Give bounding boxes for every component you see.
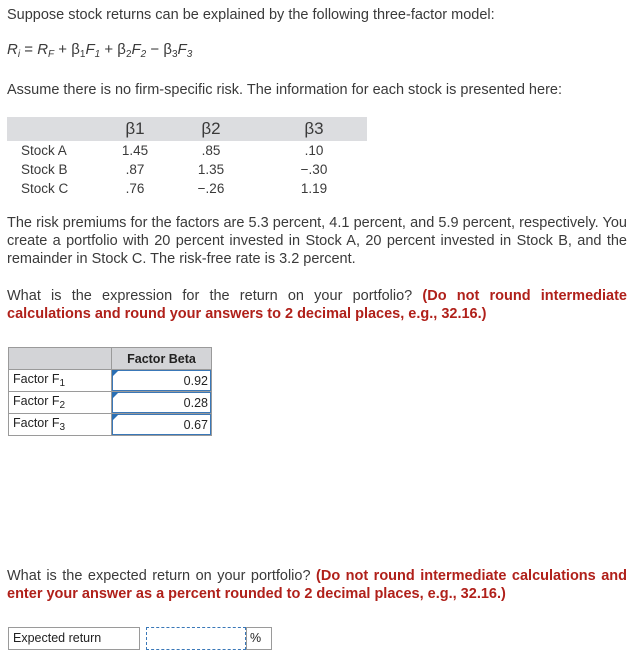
beta2-value: .85 — [201, 143, 221, 158]
stock-beta-table — [7, 117, 367, 198]
beta3-value: .10 — [304, 143, 324, 158]
factor-beta-input[interactable]: 0.92 — [112, 370, 212, 392]
table-row — [7, 160, 367, 179]
percent-unit: % — [246, 627, 272, 650]
question-portfolio-expression: What is the expression for the return on your portfolio? (Do not round intermediate calculations and round your answers to 2 decimal places, e.g., 32.16.) — [7, 288, 627, 322]
answer-marker-icon — [112, 414, 119, 421]
factor-label: Factor $F_2$ — [9, 392, 112, 414]
beta1-value: .76 — [125, 181, 145, 196]
expected-return-input[interactable] — [146, 627, 246, 650]
table-row — [9, 370, 212, 392]
stock-name: Stock A — [21, 143, 67, 158]
beta2-value: 1.35 — [197, 162, 225, 177]
beta1-value: 1.45 — [121, 143, 149, 158]
answer-marker-icon — [112, 370, 119, 377]
assumption-text: Assume there is no firm-specific risk. The information for each stock is presented here: — [7, 82, 562, 98]
beta1-value: .87 — [125, 162, 145, 177]
expected-return-row — [8, 627, 272, 650]
table-row — [7, 179, 367, 198]
factor-beta-table — [8, 347, 212, 436]
risk-premiums-text: The risk premiums for the factors are 5.3 percent, 4.1 percent, and 5.9 percent, respectively. You create a portfolio with 20 percent invested in Stock A, 20 percent invested in Stock B, and the remainder in Stock C. The risk-free rate is 3.2 percent. — [7, 215, 627, 267]
stock-name: Stock B — [21, 162, 68, 177]
three-factor-formula: $R_i = R_F + \beta_1F_1 + \beta_2F_2 - \beta_3F_3$ — [7, 41, 193, 60]
factor-label: Factor $F_3$ — [9, 414, 112, 436]
table-row — [9, 414, 212, 436]
header-beta3: β3 — [261, 117, 367, 141]
table-row — [9, 392, 212, 414]
answer-marker-icon — [112, 392, 119, 399]
question-expected-return: What is the expected return on your portfolio? (Do not round intermediate calculations and enter your answer as a percent rounded to 2 decimal places, e.g., 32.16.) — [7, 568, 627, 602]
header-beta1: β1 — [109, 117, 161, 141]
header-beta2: β2 — [161, 117, 261, 141]
stock-name: Stock C — [21, 181, 69, 196]
beta-table-header — [7, 117, 367, 141]
factor-beta-input[interactable]: 0.28 — [112, 392, 212, 414]
table-row — [7, 141, 367, 160]
rounding-instruction: (Do not round intermediate calculations and enter your answer as a percent rounded to 2 decimal places, e.g., 32.16.) — [7, 568, 627, 602]
rounding-instruction: (Do not round intermediate calculations and round your answers to 2 decimal places, e.g., 32.16.) — [7, 288, 627, 322]
factor-beta-header: Factor Beta — [112, 348, 212, 370]
factor-beta-input[interactable]: 0.67 — [112, 414, 212, 436]
intro-text: Suppose stock returns can be explained by the following three-factor model: — [7, 7, 495, 23]
factor-label: Factor $F_1$ — [9, 370, 112, 392]
expected-return-label: Expected return — [8, 627, 140, 650]
beta2-value: −.26 — [197, 181, 225, 196]
beta3-value: −.30 — [300, 162, 328, 177]
beta3-value: 1.19 — [300, 181, 328, 196]
